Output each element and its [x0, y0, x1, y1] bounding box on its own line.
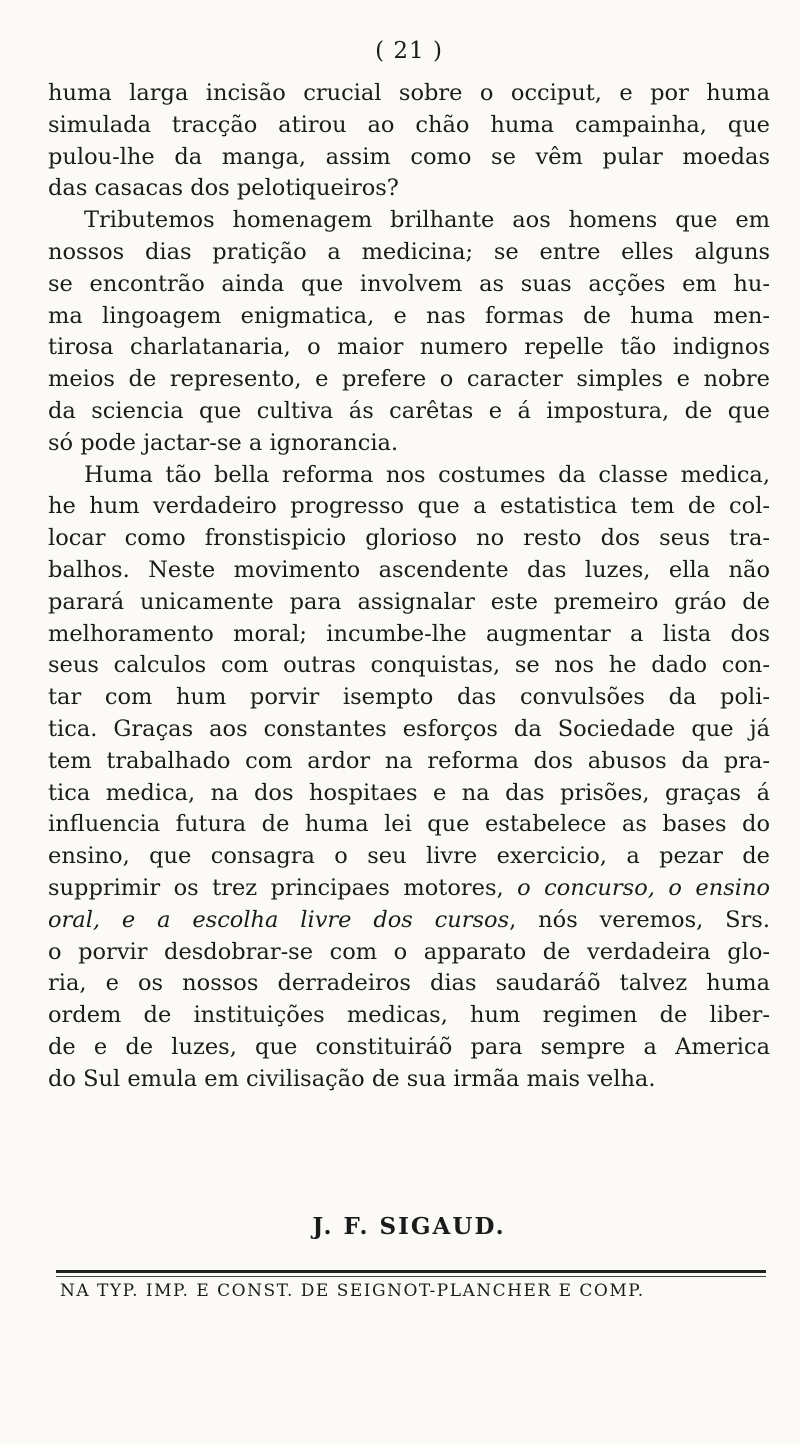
text-line: pulou-lhe da manga, assim como se vêm pular moedas — [48, 143, 770, 170]
paragraph-start-line: Tributemos homenagem brilhante aos homens que em — [84, 207, 770, 234]
text-line-with-italic: supprimir os trez principaes motores, o concurso, o ensino — [48, 874, 770, 901]
text-line: ria, e os nossos derradeiros dias saudaráõ talvez huma — [48, 970, 770, 997]
text-line: huma larga incisão crucial sobre o occiput, e por huma — [48, 80, 770, 106]
text-line: se encontrão ainda que involvem as suas acções em hu- — [48, 270, 770, 297]
text-line: tirosa charlatanaria, o maior numero repelle tão indignos — [48, 334, 770, 361]
text-line: só pode jactar-se a ignorancia. — [48, 429, 399, 456]
text-line: tica. Graças aos constantes esforços da Sociedade que já — [48, 715, 770, 742]
text-line: locar como fronstispicio glorioso no resto dos seus tra- — [48, 525, 770, 552]
text-line: do Sul emula em civilisação de sua irmãa mais velha. — [48, 1065, 656, 1092]
text-line: meios de represento, e prefere o caracter simples e nobre — [48, 366, 770, 393]
text-line: o porvir desdobrar-se com o apparato de verdadeira glo- — [48, 938, 770, 965]
text-line: parará unicamente para assignalar este premeiro gráo de — [48, 588, 770, 615]
text-line: tem trabalhado com ardor na reforma dos abusos da pra- — [48, 747, 770, 774]
printer-imprint: NA TYP. IMP. E CONST. DE SEIGNOT-PLANCHER E COMP. — [60, 1281, 645, 1301]
text-line: he hum verdadeiro progresso que a estatistica tem de col- — [48, 493, 770, 520]
text-line: influencia futura de huma lei que estabelece as bases do — [48, 811, 770, 838]
text-line: das casacas dos pelotiqueiros? — [48, 175, 399, 202]
text-line-with-italic: oral, e a escolha livre dos cursos, nós veremos, Srs. — [48, 906, 770, 933]
text-line: tar com hum porvir isempto das convulsões da poli- — [48, 684, 770, 711]
paragraph-start-line: Huma tão bella reforma nos costumes da classe medica, — [84, 461, 770, 488]
document-page — [48, 0, 770, 1444]
body-text — [48, 78, 770, 1096]
text-line: nossos dias pratição a medicina; se entre elles alguns — [48, 238, 770, 265]
text-line: melhoramento moral; incumbe-lhe augmentar a lista dos — [48, 620, 770, 647]
text-line: simulada tracção atirou ao chão huma campainha, que — [48, 111, 770, 138]
author-signature: J. F. SIGAUD. — [312, 1213, 506, 1240]
page-number: ( 21 ) — [375, 38, 443, 64]
divider-thin — [56, 1276, 766, 1277]
text-line: balhos. Neste movimento ascendente das luzes, ella não — [48, 556, 770, 583]
text-line: ensino, que consagra o seu livre exercicio, a pezar de — [48, 843, 770, 870]
text-line: ordem de instituições medicas, hum regimen de liber- — [48, 1002, 770, 1029]
text-line: tica medica, na dos hospitaes e na das prisões, graças á — [48, 779, 770, 806]
italic-phrase: o concurso, o ensino — [517, 874, 770, 901]
text-line: seus calculos com outras conquistas, se nos he dado con- — [48, 652, 770, 679]
text-line: da sciencia que cultiva ás carêtas e á impostura, de que — [48, 397, 770, 424]
divider-thick — [56, 1270, 766, 1273]
italic-phrase: oral, e a escolha livre dos cursos — [48, 906, 510, 933]
text-line: de e de luzes, que constituiráõ para sempre a America — [48, 1033, 770, 1060]
text-line: ma lingoagem enigmatica, e nas formas de huma men- — [48, 302, 770, 329]
